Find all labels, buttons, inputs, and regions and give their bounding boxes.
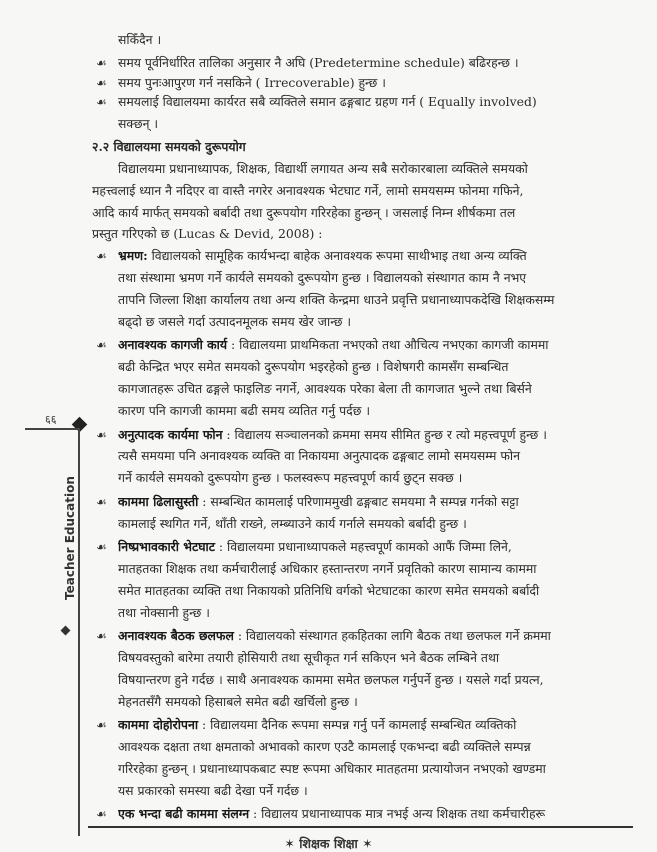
item-text: : विद्यालय प्रधानाध्यापक मात्र नभई अन्य शिक्षक तथा कर्मचारीहरू [249,806,546,822]
text-line: त्यसै समयमा पनि अनावश्यक व्यक्ति वा निकायमा अनुत्पादक ढङ्गबाट लामो समयसम्म फोन [118,448,520,464]
margin-rule-vertical [78,428,80,836]
text-line [118,337,638,353]
bullet-icon: ☙ [96,807,107,822]
item-title: एक भन्दा बढी काममा संलग्न [118,806,250,822]
side-label: Teacher Education [63,476,77,600]
text-line [118,248,638,264]
text-line: सक्छन् । [118,115,159,131]
item-title: अनुत्पादक कार्यमा फोन [118,426,223,442]
item-title: अनावश्यक बैठक छलफल [118,628,234,644]
page-number: ६६ [45,413,57,426]
item-text: : विद्यालयको संस्थागत हकहितका लागि बैठक तथा छलफल गर्ने क्रममा [233,628,551,644]
bullet-icon: ☙ [96,75,107,90]
item-title: निष्प्रभावकारी भेटघाट [118,539,215,554]
item-title: भ्रमण: [118,248,148,264]
item-text: : विद्यालय सञ्चालनको क्रममा समय सीमित हुन्छ र त्यो महत्त्वपूर्ण हुन्छ । [222,426,547,442]
bullet-icon: ☙ [96,540,107,554]
item-title: काममा ढिलासुस्ती [118,493,199,509]
bullet-icon: ☙ [96,95,107,109]
footer-rule [88,826,633,828]
text-line: गर्ने कार्यले समयको दुरूपयोग हुन्छ । फलस्वरूप महत्त्वपूर्ण कार्य छुट्न सक्छ । [118,470,463,486]
text-line: आवश्यक दक्षता तथा क्षमताको अभावको कारण एउटै कामलाई एकभन्दा बढी व्यक्तिले सम्पन्न [118,739,531,755]
text-line: तथा संस्थामा भ्रमण गर्ने कार्यले समयको दुरूपयोग हुन्छ । विद्यालयको संस्थागत काम नै नभए [118,270,527,286]
item-text: : विद्यालयमा दैनिक रूपमा सम्पन्न गर्नु पर्ने कामलाई सम्बन्धित व्यक्तिको [198,717,517,733]
text-line: मेहनतसँगै समयको हिसाबले समेत बढी खर्चिलो हुन्छ । [118,693,358,709]
text-line: मातहतका शिक्षक तथा कर्मचारीलाई अधिकार हस्तान्तरण नगर्ने प्रवृतिको कारण सामान्य काममा [118,560,537,576]
bullet-icon: ☙ [96,718,107,733]
margin-rule-horizontal [25,428,80,430]
text-line: गरिरहेका हुन्छन् । प्रधानाध्यापकबाट स्पष्ट रूपमा अधिकार मातहतमा प्रत्यायोजन नभएको खण्डमा [118,761,546,776]
bullet-icon: ☙ [96,338,107,353]
text-line: समयलाई विद्यालयमा कार्यरत सबै व्यक्तिले समान ढङ्गबाट ग्रहण गर्न ( Equally involved) [118,94,537,109]
text-line: यस प्रकारको समस्या बढी देखा पर्ने गर्दछ । [118,782,308,798]
text-line: समेत मातहतका व्यक्ति तथा निकायको प्रतिनिधि वर्गको भेटघाटका कारण समेत समयको बर्बादी [118,582,540,598]
text-line: कागजातहरू उचित ढङ्गले फाइलिङ नगर्ने, आवश्यक परेका बेला ती कागजात भुल्ने तथा बिर्सने [118,381,532,397]
text-line [118,628,638,644]
text-line [118,427,638,443]
item-title: काममा दोहोरोपना [118,717,199,733]
item-text: विद्यालयको सामूहिक कार्यभन्दा बाहेक अनावश्यक रूपमा साथीभाइ तथा अन्य व्यक्ति [147,248,527,264]
footer-title: ✶ शिक्षक शिक्षा ✶ [284,836,373,851]
item-title: अनावश्यक कागजी कार्य [118,337,228,353]
text-line: विषयवस्तुको बारेमा तयारी होसियारी तथा सूचीकृत गर्न सकिएन भने बैठक लम्बिने तथा [118,650,500,665]
text-line: कामलाई स्थगित गर्ने, थाँती राख्ने, लम्ब्याउने कार्य गर्नाले समयको बर्बादी हुन्छ । [118,515,467,531]
text-line: बढी केन्द्रित भएर समेत समयको दुरूपयोग भइरहेको हुन्छ । विशेषगरी कामसँग सम्बन्धित [118,359,509,375]
text-line: विषयान्तरण हुने गर्दछ । साथै अनावश्यक काममा समेत छलफल गर्नुपर्ने हुन्छ । यसले गर्दा प्रयत्न, [118,671,544,687]
text-line: आदि कार्य मार्फत् समयको बर्बादी तथा दुरूपयोग गरिरहेका हुन्छन् । जसलाई निम्न शीर्षकमा तल [92,204,516,220]
text-line: महत्त्वलाई ध्यान नै नदिएर वा वास्तै नगरेर अनावश्यक भेटघाट गर्ने, लामो समयसम्म फोनमा गफिने, [92,182,524,198]
text-line: तापनि जिल्ला शिक्षा कार्यालय तथा अन्य शक्ति केन्द्रमा धाउने प्रवृत्ति प्रधानाध्यापकदेखि शिक्षकसम्म [118,292,555,308]
bullet-icon: ☙ [96,56,107,70]
bullet-icon: ☙ [96,427,107,442]
bullet-icon: ☙ [96,494,107,509]
item-text: : विद्यालयमा प्राथमिकता नभएको तथा औचित्य नभएका कागजी काममा [227,337,549,353]
text-line [118,717,638,733]
text-line: समय पुनःआपुरण गर्न नसकिने ( Irrecoverable) हुन्छ । [118,74,386,90]
item-text: : सम्बन्धित कामलाई परिणाममुखी ढङ्गबाट समयमा नै सम्पन्न गर्नको सट्टा [198,493,519,509]
text-line [118,806,638,822]
side-diamond-icon [61,626,71,636]
text-line: कारण पनि कागजी काममा बढी समय व्यतित गर्नु पर्दछ । [118,403,371,419]
text-line: सकिँदैन । [118,32,162,47]
text-line [118,539,638,555]
bullet-icon: ☙ [96,629,107,644]
text-line: तथा नोक्सानी हुन्छ । [118,604,210,620]
bullet-icon: ☙ [96,249,107,264]
text-line: विद्यालयमा प्रधानाध्यापक, शिक्षक, विद्यार्थी लगायत अन्य सबै सरोकारबाला व्यक्तिले समयको [118,160,528,176]
text-line [118,494,638,510]
text-line: प्रस्तुत गरिएको छ (Lucas & Devid, 2008) : [92,226,323,242]
item-text: : विद्यालयमा प्रधानाध्यापकले महत्त्वपूर्ण कामको आफैं जिम्मा लिने, [214,539,512,554]
text-line: बढ्दो छ जसले गर्दा उत्पादनमूलक समय खेर जान्छ । [118,314,352,329]
text-line: समय पूर्वनिर्धारित तालिका अनुसार नै अघि (Predetermine schedule) बढिरहन्छ । [118,55,519,70]
section-heading: २.२ विद्यालयमा समयको दुरूपयोग [92,138,246,154]
